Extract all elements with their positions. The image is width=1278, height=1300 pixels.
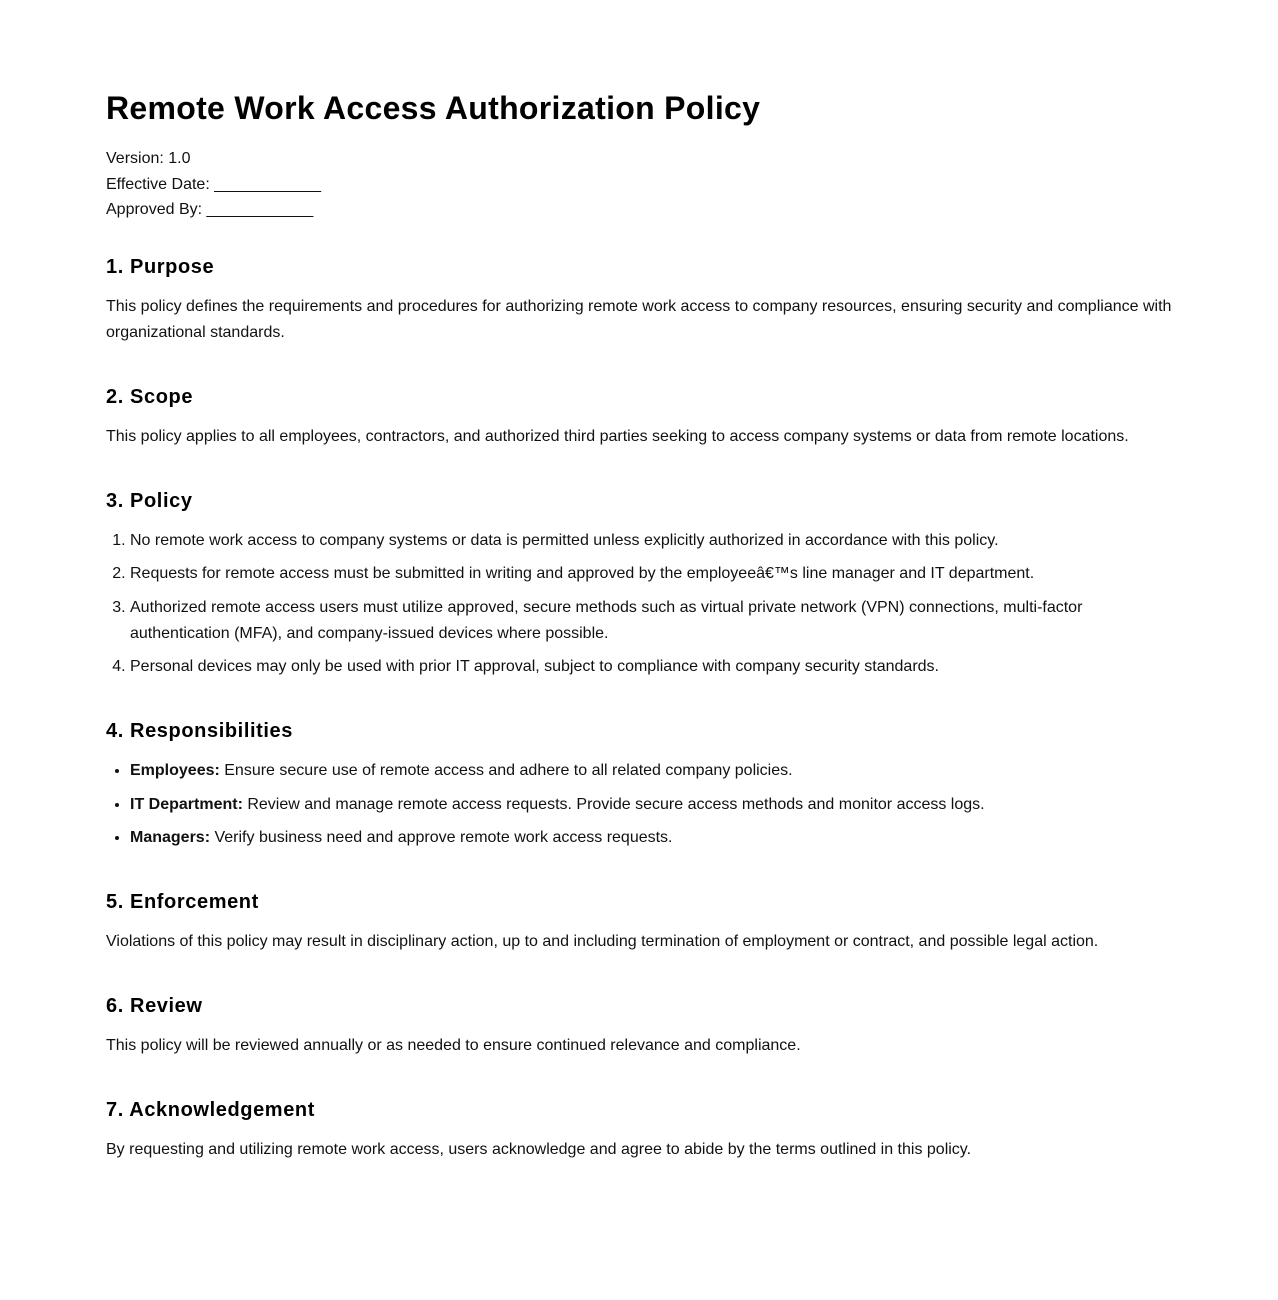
role-description: Verify business need and approve remote work access requests. bbox=[210, 829, 673, 847]
list-item: 1. No remote work access to company systems or data is permitted unless explicitly authorized in accordance with this policy. bbox=[130, 528, 1172, 554]
section-review bbox=[106, 993, 1172, 1059]
section-heading: 7. Acknowledgement bbox=[106, 1099, 315, 1122]
effective-date-line: Effective Date: ____________ bbox=[106, 175, 321, 193]
list-item: 2. Requests for remote access must be submitted in writing and approved by the employeeâ€™s line manager and IT department. bbox=[130, 561, 1172, 587]
section-paragraph: This policy defines the requirements and procedures for authorizing remote work access to company resources, ensuring security and compliance with organizational standards. bbox=[106, 297, 1172, 341]
list-item: 3. Authorized remote access users must utilize approved, secure methods such as virtual private network (VPN) connections, multi-factor authentication (MFA), and company-issued devices where possible. bbox=[130, 595, 1172, 647]
section-paragraph: This policy will be reviewed annually or as needed to ensure continued relevance and compliance. bbox=[106, 1037, 801, 1055]
policy-list bbox=[106, 528, 1172, 681]
version-line: Version: 1.0 bbox=[106, 150, 191, 167]
section-heading: 6. Review bbox=[106, 995, 203, 1018]
section-enforcement bbox=[106, 889, 1172, 955]
role-label: IT Department: bbox=[130, 795, 243, 813]
section-heading: 4. Responsibilities bbox=[106, 720, 294, 743]
section-paragraph: Violations of this policy may result in disciplinary action, up to and including termination of employment or contract, and possible legal action. bbox=[106, 933, 1099, 951]
section-paragraph: By requesting and utilizing remote work access, users acknowledge and agree to abide by the terms outlined in this policy. bbox=[106, 1141, 972, 1159]
section-purpose bbox=[106, 254, 1172, 346]
section-heading: 5. Enforcement bbox=[106, 891, 259, 914]
section-heading: 1. Purpose bbox=[106, 255, 215, 278]
document-meta bbox=[106, 146, 1172, 223]
page-title: Remote Work Access Authorization Policy bbox=[106, 90, 761, 126]
section-acknowledgement bbox=[106, 1097, 1172, 1163]
section-heading: 3. Policy bbox=[106, 489, 193, 512]
section-heading: 2. Scope bbox=[106, 385, 194, 408]
role-description: Ensure secure use of remote access and adhere to all related company policies. bbox=[219, 762, 793, 780]
role-description: Review and manage remote access requests. Provide secure access methods and monitor access logs. bbox=[242, 795, 985, 813]
list-item: 4. Personal devices may only be used with prior IT approval, subject to compliance with company security standards. bbox=[130, 654, 1172, 680]
list-item bbox=[130, 825, 1172, 851]
section-paragraph: This policy applies to all employees, contractors, and authorized third parties seeking to access company systems or data from remote locations. bbox=[106, 427, 1129, 445]
responsibilities-list bbox=[106, 758, 1172, 851]
section-scope bbox=[106, 384, 1172, 450]
role-label: Managers: bbox=[130, 829, 211, 847]
section-responsibilities bbox=[106, 718, 1172, 851]
section-policy bbox=[106, 488, 1172, 681]
list-item bbox=[130, 758, 1172, 784]
role-label: Employees: bbox=[130, 762, 220, 780]
approved-by-line: Approved By: ____________ bbox=[106, 201, 314, 219]
list-item bbox=[130, 792, 1172, 818]
